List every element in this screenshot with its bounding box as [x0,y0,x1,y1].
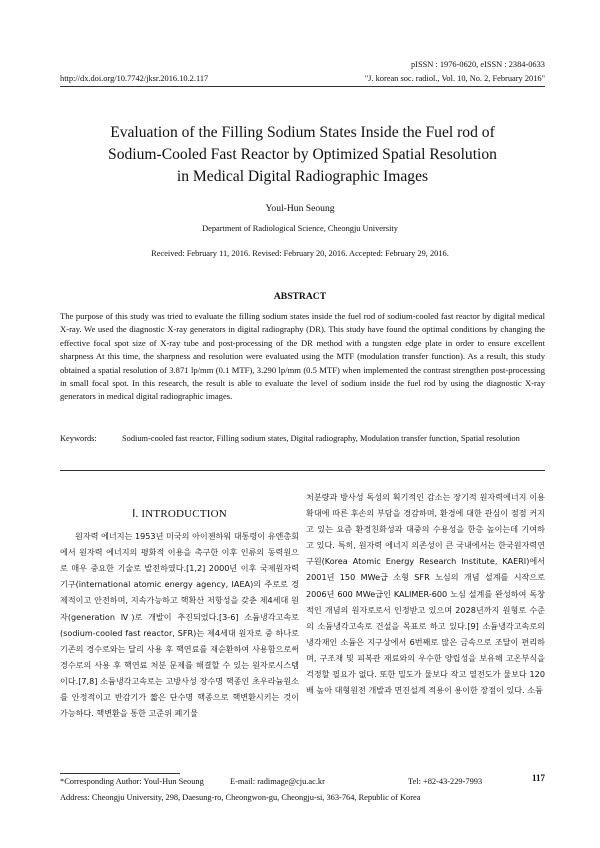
issn-line: pISSN : 1976-0620, eISSN : 2384-0633 [410,60,545,69]
author-name: Youl-Hun Seoung [265,203,335,214]
paper-title [60,122,545,188]
footnote-rule [60,773,180,774]
submission-dates: Received: February 11, 2016. Revised: February 20, 2016. Accepted: February 29, 2016. [151,249,449,258]
page-number: 117 [531,773,545,783]
doi-link[interactable]: http://dx.doi.org/10.7742/jksr.2016.10.2.117 [60,74,209,83]
author-tel: Tel: +82-43-229-7993 [408,777,483,786]
corresponding-author: *Corresponding Author: Youl-Hun Seoung [60,777,204,786]
title-line: Sodium-Cooled Fast Reactor by Optimized Spatial Resolution [108,146,497,163]
header-rule [60,86,545,87]
left-column-text: 원자력 에너지는 1953년 미국의 아이젠하워 대통령이 유엔총회에서 원자력 에너지의 평화적 이용을 촉구한 이후 인류의 동력원으로 매우 중요한 기술로 발전하였다.[1,2] 2000년 이후 국제원자력기구(international atomic energy agency, IAEA)의 주로로 경제적이고 안전하며, 지속가능하고 핵확산 저항성을 갖춘 제4세대 원자(generation Ⅳ)로 개발이 추진되었다.[3-6] 소듐냉각고속로(sodium-cooled fast reactor, SFR)는 제4세대 원자로 중 하나로 기존의 경수로와는 달리 사용 후 핵연료를 재순환하여 사용함으로써 경수로의 사용 후 핵연료 처분 문제를 해결할 수 있는 원자로시스템이다.[7,8] 소듐냉각고속로는 고방사성 장수명 핵종인 초우라늄원소를 안정적이고 반감기가 짧은 단수명 핵종으로 핵변환시키는 것이 가능하다. 핵변환을 통한 고준위 폐기물 [60,531,299,719]
author-address: Address: Cheongju University, 298, Daesung-ro, Cheongwon-gu, Cheongju-si, 363-764, Republic of Korea [60,793,421,802]
keywords [60,432,545,445]
abstract-text: The purpose of this study was tried to evaluate the filling sodium states inside the fuel rod of sodium-cooled fast reactor by digital medical X-ray. We used the diagnostic X-ray generators in digital radiography (DR). This study have found the optimal conditions by changing the effective focal spot size of X-ray tube and post-processing of the DR method with a tungsten edge plate in order to ensure excellent sharpness At this time, the sharpness and resolution were evaluated using the MTF (modulation transfer function). As a result, this study obtained a spatial resolution of 3.871 lp/mm (0.1 MTF), 3.290 lp/mm (0.5 MTF) when implemented the contrast strengthen post-processing in small focal spot. In this research, the result is able to evaluate the level of sodium inside the fuel rod by using the diagnostic X-ray generators in medical digital radiographic images. [60,311,545,402]
affiliation: Department of Radiological Science, Cheongju University [202,224,398,233]
right-column-text: 처분량과 방사성 독성의 획기적인 감소는 장기적 원자력에너지 이용확대에 따른 후손의 부담을 경감하며, 환경에 대한 관심이 점점 커지고 있는 요즘 환경친화성과 대중의 수용성을 한층 높이는데 기여하고 있다. 특히, 원자력 에너지 의존성이 큰 국내에서는 한국원자력연구원(Korea Atomic Energy Research Institute, KAERI)에서 2001년 150 MWe급 소형 SFR 노심의 개념 설계를 시작으로 2006년 600 MWe급인 KALIMER-600 노심 설계를 완성하여 독창적인 개념의 원자로로서 인정받고 있으며 2028년까지 원형로 수준의 소듐냉각고속로 건설을 목표로 하고 있다.[9] 소듐냉각고속로의 냉각재인 소듐은 지구상에서 6번째로 많은 금속으로 조달이 편리하며, 구조재 및 피복관 재료와의 우수한 양립성을 보유해 고온부식을 걱정할 필요가 없다. 또한 밀도가 물보다 작고 열전도가 물보다 120배 높아 대형원전 개발과 면진설계 적용이 용이한 장점이 있다. 소듐 [306,492,545,696]
author-email[interactable]: E-mail: radimage@cju.ac.kr [230,777,325,786]
title-line: Evaluation of the Filling Sodium States Inside the Fuel rod of [110,124,495,141]
introduction-heading: Ⅰ. INTRODUCTION [132,508,227,520]
keywords-text: Sodium-cooled fast reactor, Filling sodium states, Digital radiography, Modulation transfer function, Spatial resolution [122,434,520,443]
left-column [60,490,299,721]
section-rule [60,470,545,471]
title-line: in Medical Digital Radiographic Images [176,168,429,185]
right-column [306,489,545,698]
keywords-label: Keywords: [60,434,97,443]
abstract-heading: ABSTRACT [273,291,327,302]
journal-citation: "J. korean soc. radiol., Vol. 10, No. 2, February 2016" [364,74,545,83]
